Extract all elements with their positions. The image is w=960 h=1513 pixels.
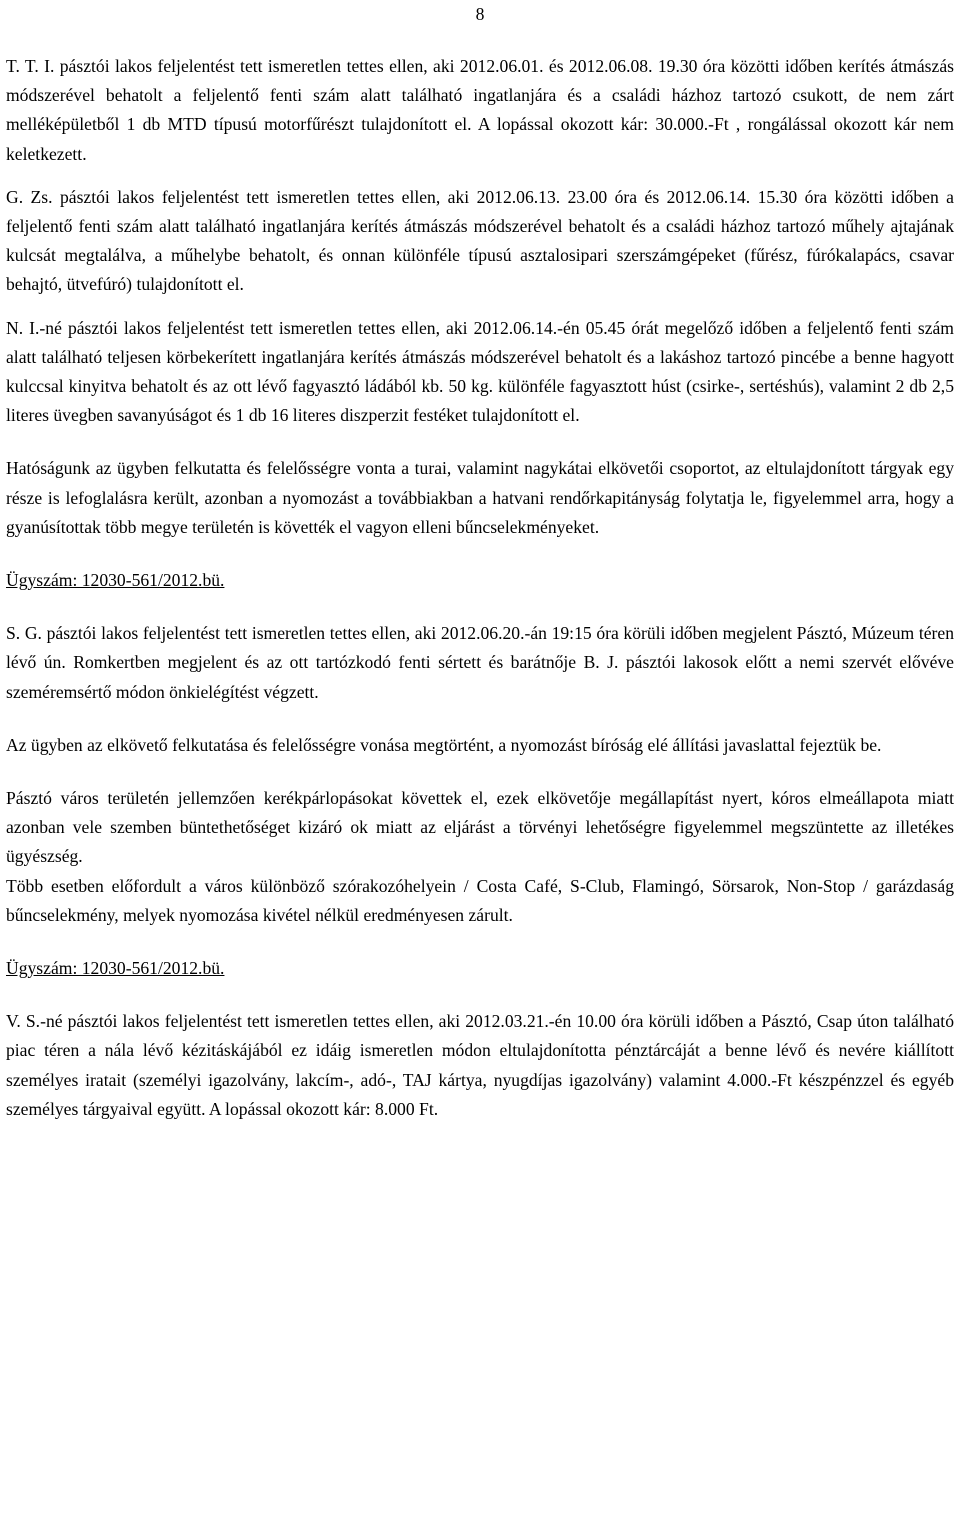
paragraph-bicycle-thefts: Pásztó város területén jellemzően kerékpárlopásokat követtek el, ezek elkövetője megállapítást nyert, kóros elmeállapota miatt azonban vele szemben büntethetőséget kizáró ok miatt az eljárást a törvényi lehetőségre figyelemmel megszüntette az illetékes ügyészség. [6, 788, 954, 867]
paragraph-case-sg: S. G. pásztói lakos feljelentést tett ismeretlen tettes ellen, aki 2012.06.20.-án 19:15 óra körüli időben megjelent Pásztó, Múzeum téren lévő ún. Romkertben megjelent és az ott tartózkodó fenti sértett és barátnője B. J. pásztói lakosok előtt a nemi szervét elővéve szeméremsértő módon önkielégítést végzett. [6, 623, 954, 702]
case-number-2: Ügyszám: 12030-561/2012.bü. [6, 958, 225, 979]
paragraph-disorderly-conduct: Több esetben előfordult a város különböző szórakozóhelyein / Costa Café, S-Club, Flamingó, Sörsarok, Non-Stop / garázdaság bűncselekmény, melyek nyomozása kivétel nélkül eredményesen zárult. [6, 875, 954, 925]
paragraph-investigation-summary: Hatóságunk az ügyben felkutatta és felelősségre vonta a turai, valamint nagykátai elkövetői csoportot, az eltulajdonított tárgyak egy része is lefoglalásra került, azonban a nyomozást a továbbiakban a hatvani rendőrkapitányság folytatja le, figyelemmel arra, hogy a gyanúsítottak több megye területén is követték el vagyon elleni bűncselekményeket. [6, 458, 954, 537]
paragraph-case-sg-outcome: Az ügyben az elkövető felkutatása és felelősségre vonása megtörtént, a nyomozást bíróság elé állítási javaslattal fejeztük be. [6, 734, 882, 755]
paragraph-case-vs: V. S.-né pásztói lakos feljelentést tett ismeretlen tettes ellen, aki 2012.03.21.-én 10.00 óra körüli időben a Pásztó, Csap úton található piac téren a nála lévő kézitáskájából ez idáig ismeretlen módon eltulajdonította pénztárcáját a benne lévő és nevére kiállított személyes iratait (személyi igazolvány, lakcím-, adó-, TAJ kártya, nyugdíjas igazolvány) valamint 4.000.-Ft készpénzzel és egyéb személyes tárgyaival együtt. A lopással okozott kár: 8.000 Ft. [6, 1011, 954, 1119]
paragraph-case-ni: N. I.-né pásztói lakos feljelentést tett ismeretlen tettes ellen, aki 2012.06.14.-én 05.45 órát megelőző időben a feljelentő fenti szám alatt található teljesen körbekerített ingatlanjára kerítés átmászás módszerével behatolt és a lakáshoz tartozó pincébe a benne hagyott kulccsal kinyitva behatolt és az ott lévő fagyasztó ládából kb. 50 kg. különféle fagyasztott húst (csirke-, sertéshús), valamint 2 db 2,5 literes üvegben savanyúságot és 1 db 16 literes diszperzit festéket tulajdonított el. [6, 317, 954, 426]
paragraph-case-tti: T. T. I. pásztói lakos feljelentést tett ismeretlen tettes ellen, aki 2012.06.01. és 2012.06.08. 19.30 óra közötti időben kerítés átmászás módszerével behatolt a feljelentő fenti szám alatt található ingatlanjára és a családi házhoz tartozó csukott, de nem zárt melléképületből 1 db MTD típusú motorfűrészt tulajdonított el. A lopással okozott kár: 30.000.-Ft , rongálással okozott kár nem keletkezett. [6, 56, 954, 164]
case-number-1: Ügyszám: 12030-561/2012.bü. [6, 570, 225, 591]
paragraph-case-gzs: G. Zs. pásztói lakos feljelentést tett ismeretlen tettes ellen, aki 2012.06.13. 23.00 óra és 2012.06.14. 15.30 óra közötti időben a feljelentő fenti szám alatt található ingatlanjára kerítés átmászás módszerével behatolt és a családi házhoz tartozó műhely ajtajának kulcsát megtalálva, a műhelybe behatolt, és onnan különféle típusú asztalosipari szerszámgépeket (fűrész, fúrókalapács, csavar behajtó, ütvefúró) tulajdonított el. [6, 186, 954, 295]
page-number: 8 [475, 4, 485, 24]
